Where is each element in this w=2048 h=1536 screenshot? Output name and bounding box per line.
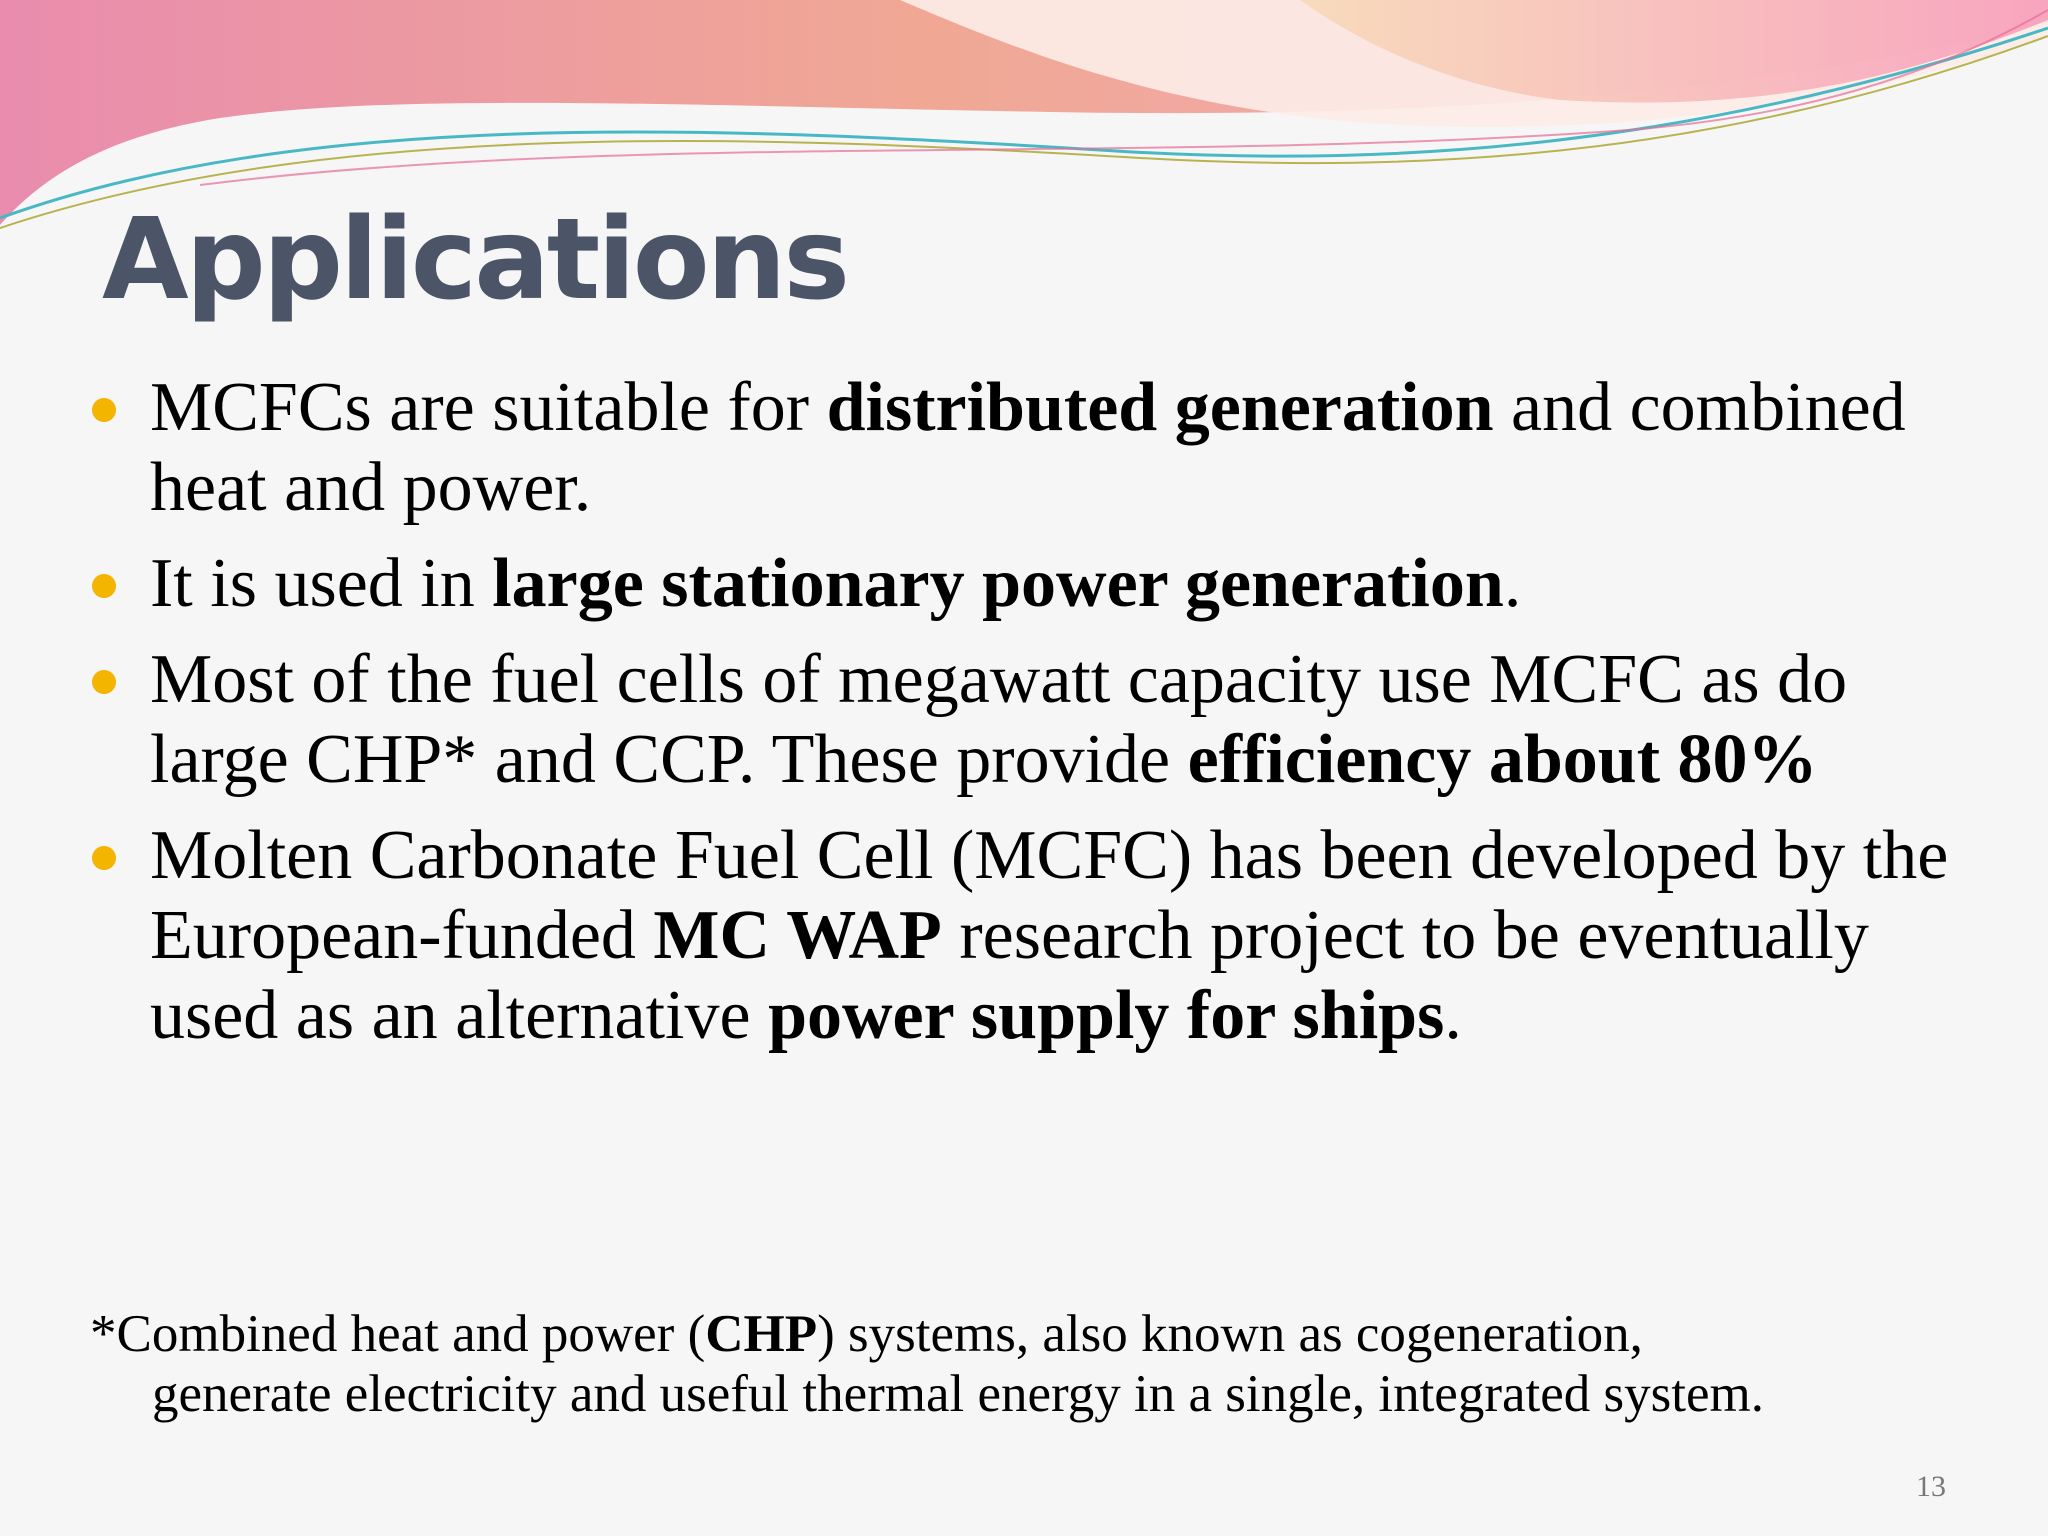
footnote-suffix: ) systems, also known as cogeneration, (817, 1305, 1643, 1363)
bullet-text-segment: It is used in (150, 545, 493, 622)
footnote-bold: CHP (705, 1305, 818, 1363)
bullet-text-segment: . (1444, 977, 1462, 1054)
bullet-item-megawatt-capacity (0, 640, 2000, 800)
bullet-item-mc-wap-project (0, 816, 2000, 1056)
bullet-text-segment: and combined heat and power. (150, 369, 1906, 526)
bullet-text-segment: . (1503, 545, 1522, 622)
bullet-list (0, 368, 2000, 1072)
bullet-item-distributed-generation (0, 368, 2000, 528)
bullet-icon (92, 574, 116, 598)
bullet-text-segment: Molten Carbonate Fuel Cell (MCFC) has been developed by the European-funded (150, 817, 1949, 974)
bullet-icon (92, 670, 116, 694)
slide-title: Applications (102, 195, 848, 325)
bullet-text (150, 817, 1948, 1054)
bullet-text (150, 369, 1906, 526)
bullet-bold-segment: distributed generation (826, 369, 1494, 446)
bullet-icon (92, 846, 116, 870)
bullet-text-segment: MCFCs are suitable for (150, 369, 827, 446)
footnote (90, 1304, 1990, 1424)
bullet-icon (92, 398, 116, 422)
bullet-bold-segment: large stationary power generation (492, 545, 1504, 622)
bullet-bold-segment: power supply for ships (768, 977, 1445, 1054)
page-number: 13 (1916, 1470, 1946, 1503)
bullet-item-stationary-power (0, 544, 2000, 624)
bullet-text-segment: research project to be eventually used as an alternative (150, 897, 1869, 1054)
bullet-bold-segment: MC WAP (653, 897, 942, 974)
bullet-text (150, 545, 1521, 622)
bullet-text-segment: Most of the fuel cells of megawatt capacity use MCFC as do large CHP* and CCP. These provide (150, 641, 1848, 798)
bullet-bold-segment: efficiency about 80% (1187, 721, 1818, 798)
footnote-prefix: *Combined heat and power ( (90, 1305, 706, 1363)
bullet-text (150, 641, 1847, 798)
footnote-second-line: generate electricity and useful thermal energy in a single, integrated system. (152, 1365, 1764, 1423)
